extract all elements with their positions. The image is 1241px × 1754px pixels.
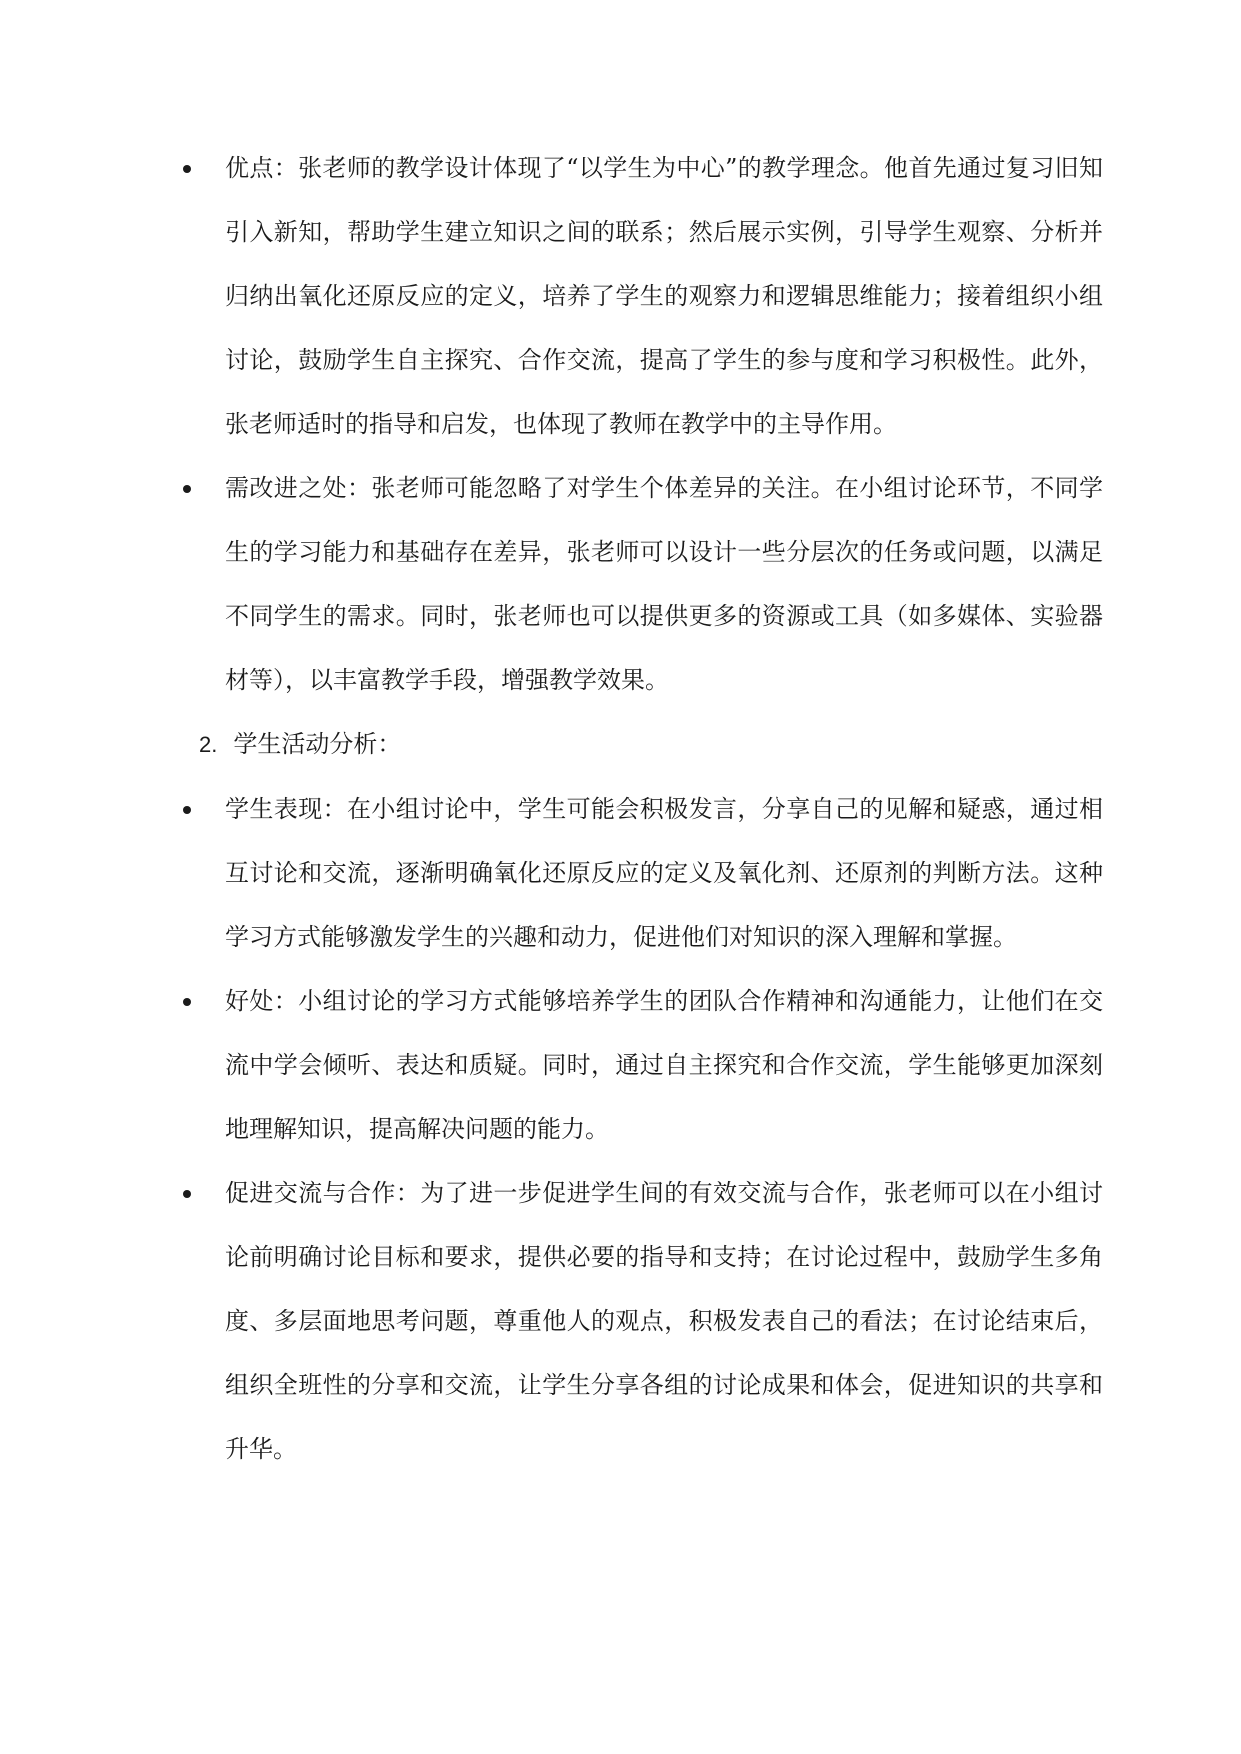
list-item-text: 需改进之处：张老师可能忽略了对学生个体差异的关注。在小组讨论环节，不同学生的学习能力和基础存在差异，张老师可以设计一些分层次的任务或问题，以满足不同学生的需求。同时，张老师也可以提供更多的资源或工具（如多媒体、实验器材等），以丰富教学手段，增强教学效果。 [225,474,1103,694]
list-item-benefits [183,969,1103,1161]
list-item-text: 促进交流与合作：为了进一步促进学生间的有效交流与合作，张老师可以在小组讨论前明确讨论目标和要求，提供必要的指导和支持；在讨论过程中，鼓励学生多角度、多层面地思考问题，尊重他人的观点，积极发表自己的看法；在讨论结束后，组织全班性的分享和交流，让学生分享各组的讨论成果和体会，促进知识的共享和升华。 [225,1179,1103,1463]
bullet-icon [183,806,191,814]
list-item-text: 好处：小组讨论的学习方式能够培养学生的团队合作精神和沟通能力，让他们在交流中学会倾听、表达和质疑。同时，通过自主探究和合作交流，学生能够更加深刻地理解知识，提高解决问题的能力。 [225,987,1103,1143]
section-heading-text: 学生活动分析： [233,730,402,758]
bullet-icon [183,1190,191,1198]
list-item-student-performance [183,777,1103,969]
list-item-text: 优点：张老师的教学设计体现了“以学生为中心”的教学理念。他首先通过复习旧知引入新知，帮助学生建立知识之间的联系；然后展示实例，引导学生观察、分析并归纳出氧化还原反应的定义，培养了学生的观察力和逻辑思维能力；接着组织小组讨论，鼓励学生自主探究、合作交流，提高了学生的参与度和学习积极性。此外，张老师适时的指导和启发，也体现了教师在教学中的主导作用。 [225,154,1103,438]
document-body [183,136,1103,1481]
list-item-promote-communication [183,1161,1103,1481]
list-item-text: 学生表现：在小组讨论中，学生可能会积极发言，分享自己的见解和疑惑，通过相互讨论和交流，逐渐明确氧化还原反应的定义及氧化剂、还原剂的判断方法。这种学习方式能够激发学生的兴趣和动力，促进他们对知识的深入理解和掌握。 [225,795,1103,951]
list-item-advantages [183,136,1103,456]
section-number: 2. [199,732,218,757]
list-item-improvements [183,456,1103,712]
section-heading-student-activity [183,712,1103,777]
bullet-icon [183,165,191,173]
bullet-icon [183,998,191,1006]
bullet-icon [183,485,191,493]
